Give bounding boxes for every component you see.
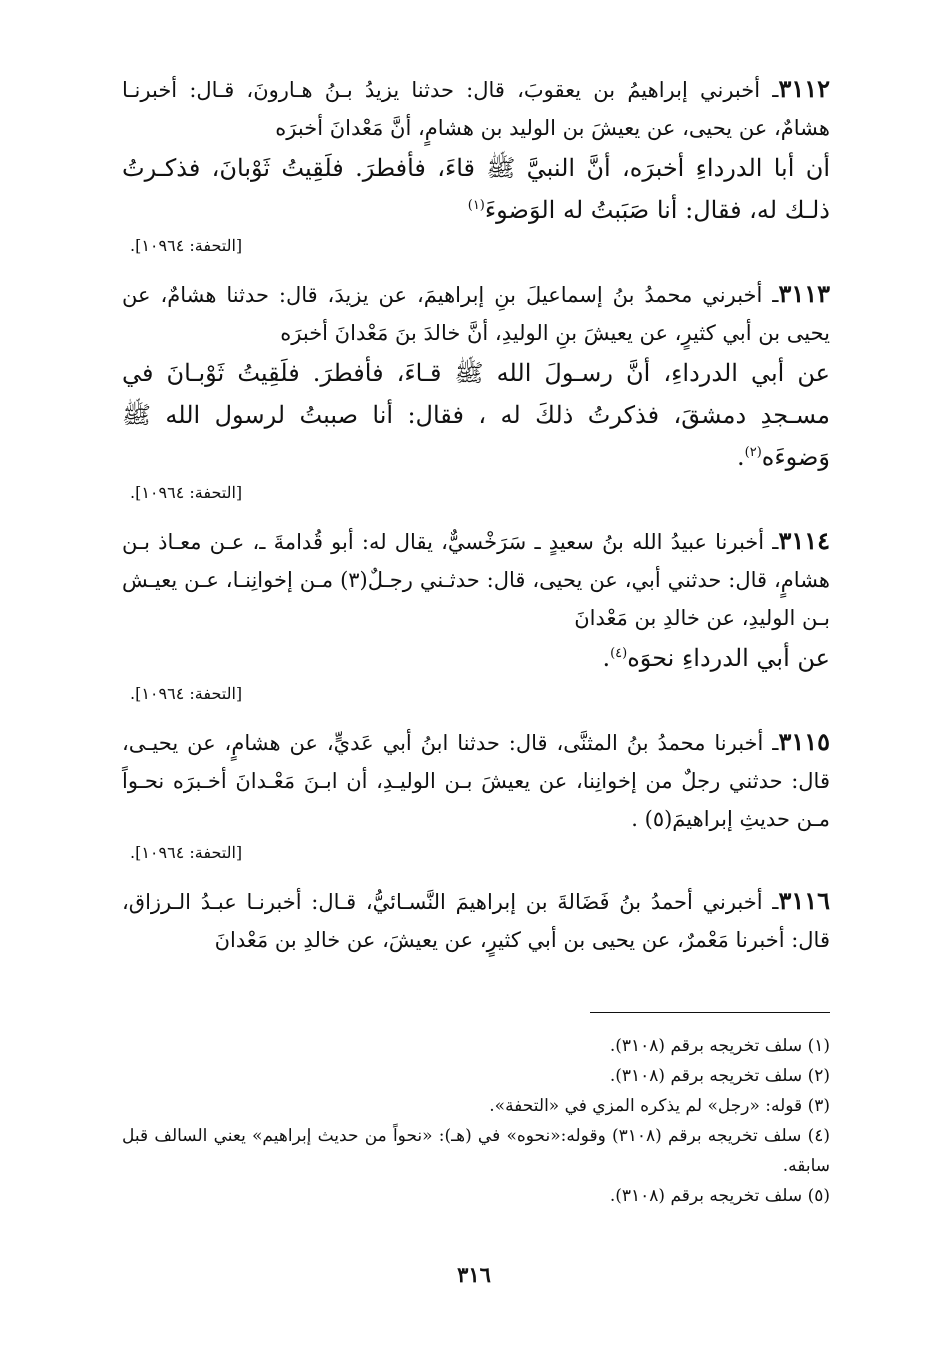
hadith-3115 <box>122 723 830 866</box>
hadith-number: ٣١١٢ <box>778 74 830 103</box>
hadith-isnad <box>122 70 830 147</box>
footnote-3: (٣) قوله: «رجل» لم يذكره المزي في «التحفة». <box>489 1096 830 1116</box>
tuhfa-reference: [التحفة: ١٠٩٦٤]. <box>130 843 243 862</box>
tuhfa-reference: [التحفة: ١٠٩٦٤]. <box>130 483 243 502</box>
page-number: ٣١٦ <box>457 1262 491 1287</box>
isnad-text: ـ أخبرنا محمدُ بنُ المثنَّى، قال: حدثنا ابنُ أبي عَديٍّ، عن هشامٍ، عن يحيـى، قال: حدثني رجلٌ من إخوانِنا، عن يعيشَ بـن الوليـدِ، أن ابـنَ مَعْـدانَ أخـبرَه نحـواً مـن حديثِ إبراهيمَ(٥) . <box>122 731 830 831</box>
matn-text: عن أبي الدرداءِ نحوَه <box>627 644 830 672</box>
isnad-text: ـ أخبرني أحمدُ بنُ فَضَالةَ بن إبراهيمَ النَّسـائيُّ، قـال: أخبرنـا عبـدُ الـرزاق، قال: أخبرنا مَعْمرٌ، عن يحيى بن أبي كثيرٍ، عن يعيشَ، عن خالدِ بن مَعْدانَ <box>122 890 830 952</box>
main-text <box>122 0 830 959</box>
tuhfa-reference: [التحفة: ١٠٩٦٤]. <box>130 684 243 703</box>
hadith-isnad <box>122 723 830 838</box>
hadith-isnad <box>122 882 830 959</box>
hadith-3114 <box>122 522 830 707</box>
hadith-matn: عن أبي الدرداءِ، أنَّ رسـولَ الله ﷺ قـاءَ، فأفطرَ. فلَقِيتُ ثَوْبـانَ في مسـجدِ دمشقَ، فذكرتُ ذلكَ له ، فقال: أنا صببتُ لرسول الله ﷺ وَضوءَه$^{(٢)}$. <box>122 359 830 471</box>
hadith-number: ٣١١٤ <box>778 526 830 555</box>
hadith-3116 <box>122 882 830 959</box>
hadith-number: ٣١١٣ <box>778 279 830 308</box>
footnote-mark: (٢) <box>744 445 762 460</box>
hadith-number: ٣١١٥ <box>778 727 830 756</box>
tuhfa-reference: [التحفة: ١٠٩٦٤]. <box>130 236 243 255</box>
hadith-3113 <box>122 275 830 506</box>
hadith-isnad <box>122 522 830 637</box>
footnote-divider <box>590 1012 830 1013</box>
footnote-1: (١) سلف تخريجه برقم (٣١٠٨). <box>609 1036 830 1056</box>
footnote-5: (٥) سلف تخريجه برقم (٣١٠٨). <box>609 1186 830 1206</box>
hadith-number: ٣١١٦ <box>778 886 830 915</box>
isnad-text: ـ أخبرني إبراهيمُ بن يعقوبَ، قال: حدثنا يزيدُ بـنُ هـارونَ، قـال: أخبرنـا هشامٌ، عن يحيى، عن يعيشَ بن الوليد بن هشامٍ، أنَّ مَعْدانَ أخبرَه <box>122 78 830 140</box>
matn-text: عن أبي الدرداءِ، أنَّ رسـولَ الله ﷺ قـاءَ، فأفطرَ. فلَقِيتُ ثَوْبـانَ في مسـجدِ دمشقَ، فذكرتُ ذلكَ له ، فقال: أنا صببتُ لرسول الله ﷺ وَضوءَه <box>122 359 830 471</box>
footnote-mark: (١) <box>467 198 485 213</box>
isnad-text: ـ أخبرني محمدُ بنُ إسماعيلَ بنِ إبراهيمَ، عن يزيدَ، قال: حدثنا هشامٌ، عن يحيى بن أبي كثيرٍ، عن يعيشَ بنِ الوليدِ، أنَّ خالدَ بنَ مَعْدانَ أخبرَه <box>122 283 830 345</box>
footnotes-section <box>122 1012 830 1211</box>
hadith-matn <box>122 147 830 231</box>
hadith-matn: عن أبي الدرداءِ نحوَه$^{(٤)}$. <box>602 644 830 672</box>
hadith-3112 <box>122 70 830 259</box>
footnote-4: (٤) سلف تخريجه برقم (٣١٠٨) وقوله:«نحوه» في (هـ): «نحواً من حديث إبراهيم» يعني السالف قبل سابقه. <box>122 1126 830 1176</box>
footnote-mark: (٤) <box>610 646 628 661</box>
isnad-text: ـ أخبرنا عبيدُ الله بنُ سعيدٍ ـ سَرَخْسيٌّ، يقال له: أبو قُدامةَ ـ، عـن معـاذ بـن هشامٍ، قال: حدثني أبي، عن يحيى، قال: حدثـني رجـلٌ(٣) مـن إخوانِنـا، عـن يعيـش بـن الوليدِ، عن خالدِ بن مَعْدانَ <box>122 530 830 630</box>
footnote-2: (٢) سلف تخريجه برقم (٣١٠٨). <box>609 1066 830 1086</box>
hadith-isnad <box>122 275 830 352</box>
matn-text: أن أبا الدرداءِ أخبرَه، أنَّ النبيَّ ﷺ قاءَ، فأفطرَ. فلَقِيتُ ثَوْبانَ، فذكـرتُ ذلـك له، فقال: أنا صَبَبتُ له الوَضوءَ <box>122 154 830 224</box>
